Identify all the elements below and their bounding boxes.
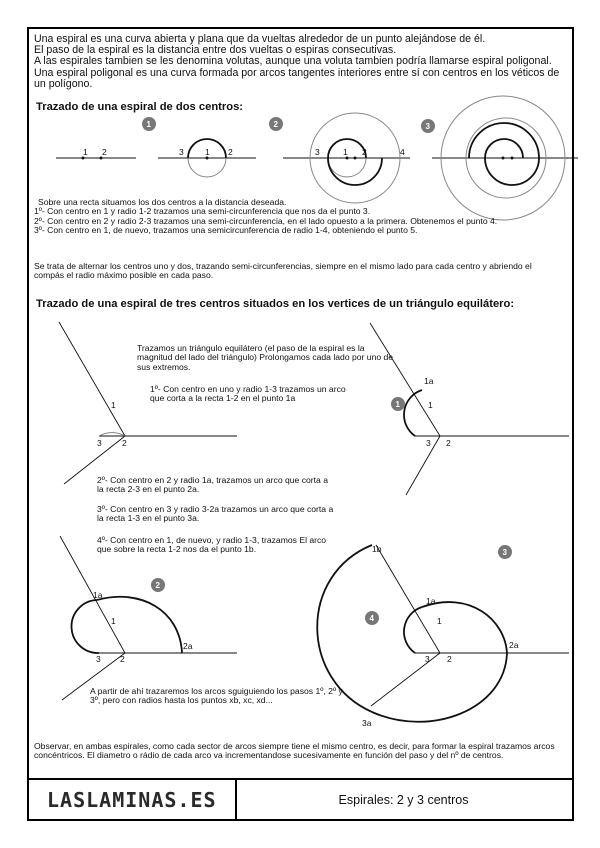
footer <box>27 778 574 821</box>
site-logo: LASLAMINAS.ES <box>47 788 217 812</box>
step-badge-t1 <box>391 397 405 411</box>
C-label-1: 1 <box>111 616 116 626</box>
intro-line-2: El paso de la espiral es la distancia entre dos vueltas o espiras consecutivas. <box>34 44 397 57</box>
C-label-3: 3 <box>96 654 101 664</box>
step-badge-t3 <box>498 545 512 559</box>
svg-text:3: 3 <box>425 122 430 131</box>
two-center-note: Se trata de alternar los centros uno y dos, trazando semi-circunferencias, siempre en el mismo lado para cada centro y abriendo el compás el radio máximo posible en cada paso. <box>34 261 532 281</box>
svg-text:2: 2 <box>155 581 160 590</box>
intro-line-1: Una espiral es una curva abierta y plana que da vueltas alrededor de un punto alejándose de él. <box>34 33 486 45</box>
A-label-1: 1 <box>111 400 116 410</box>
B-label-1a: 1a <box>424 376 434 386</box>
D-arc-3a <box>372 653 507 722</box>
svg-text:2: 2 <box>273 120 278 129</box>
section1-heading: Trazado de una espiral de dos centros: <box>36 101 244 113</box>
A-label-2: 2 <box>122 438 127 448</box>
B-label-2: 2 <box>446 438 451 448</box>
fig2-label-4: 4 <box>400 147 405 157</box>
logo-cell <box>27 780 237 821</box>
D-label-1a: 1a <box>426 596 436 606</box>
svg-text:4: 4 <box>369 614 374 623</box>
fig0-label-1: 1 <box>83 147 88 157</box>
C-label-2: 2 <box>120 654 125 664</box>
section2-heading: Trazado de una espiral de tres centros situados en los vertices de un triángulo equilátero: <box>36 298 515 310</box>
C-label-2a: 2a <box>183 641 193 651</box>
svg-text:1: 1 <box>395 400 400 409</box>
A-label-3: 3 <box>97 438 102 448</box>
step-badge-t4 <box>365 611 379 625</box>
B-arc-1a <box>404 390 422 436</box>
fig1-label-1: 1 <box>205 147 210 157</box>
observation-text: Observar, en ambas espirales, como cada sector de arcos siempre tiene el mismo centro, es decir, para formar la espiral trazamos arcos concéntricos. El diametro o rádio de cada arco va incrementandose sucesivamente en función del paso y del nº de centros. <box>34 741 555 761</box>
fig1-label-2: 2 <box>228 147 233 157</box>
B-line-2-ext <box>406 436 440 495</box>
three-center-intro: Trazamos un triángulo equilátero (el paso de la espiral es la magnitud del lado del triángulo) Prolongamos cada lado por uno de sus extremos. <box>137 343 394 372</box>
step-2: 2º- Con centro en 2 y radio 2-3 trazamos una semi-circunferencia, en el lado opuesto a la primera. Obtenemos el punto 4. <box>34 215 498 226</box>
fig1-label-3: 3 <box>179 147 184 157</box>
three-center-step1: 1º- Con centro en uno y radio 1-3 trazamos un arco que corta a la recta 1-2 en el punto 1a <box>150 384 346 404</box>
three-center-continuation: A partir de ahí trazaremos los arcos sguiguiendo los pasos 1º, 2º y 3º, pero con radios hasta los puntos xb, xc, xd... <box>90 686 343 706</box>
three-center-step3: 3º- Con centro en 3 y radio 3-2a trazamos un arco que corta a la recta 1-3 en el punto 3a. <box>97 504 334 524</box>
three-center-step4: 4º- Con centro en 1, de nuevo, y radio 1-3, trazamos El arco que sobre la recta 1-2 nos da el punto 1b. <box>97 535 327 555</box>
fig2-label-1: 1 <box>343 147 348 157</box>
D-label-2a: 2a <box>509 640 519 650</box>
D-arc-2a <box>422 602 507 653</box>
B-label-1: 1 <box>428 400 433 410</box>
C-label-1a: 1a <box>93 590 103 600</box>
D-label-3: 3 <box>425 654 430 664</box>
intro-line-3: A las espirales tambien se les denomina volutas, aunque una voluta tambien podría llamarse espiral poligonal. Una espiral poligonal es una curva formada por arcos tangentes interiores entre sí con centros en los véticos de un polígono. <box>34 55 560 90</box>
B-label-3: 3 <box>426 438 431 448</box>
three-center-step2: 2º- Con centro en 2 y radio 1a, trazamos un arco que corta a la recta 2-3 en el punto 2a. <box>97 475 328 495</box>
D-label-1: 1 <box>437 616 442 626</box>
step-3: 3º- Con centro en 1, de nuevo, trazamos una semicircunferencia de radio 1-4, obteniendo el punto 5. <box>34 225 418 236</box>
D-label-2: 2 <box>447 654 452 664</box>
fig2-label-3: 3 <box>315 147 320 157</box>
step-badge-t2 <box>151 578 165 592</box>
fig0-label-2: 2 <box>102 147 107 157</box>
sheet-title: Espirales: 2 y 3 centros <box>338 793 469 807</box>
step-1: 1º- Con centro en 1 y radio 1-2 trazamos una semi-circunferencia que nos da el punto 3. <box>34 206 371 217</box>
A-arc-construct <box>99 433 125 436</box>
C-arc-1a <box>71 600 99 653</box>
D-arc-1a <box>404 607 422 653</box>
D-label-3a: 3a <box>362 718 372 728</box>
svg-text:1: 1 <box>146 120 151 129</box>
svg-text:3: 3 <box>502 548 507 557</box>
A-line-1-3 <box>59 322 125 436</box>
fig2-label-2: 2 <box>362 147 367 157</box>
step-0: Sobre una recta situamos los dos centros a la distancia deseada. <box>38 197 287 207</box>
D-label-1b: 1b <box>372 544 382 554</box>
